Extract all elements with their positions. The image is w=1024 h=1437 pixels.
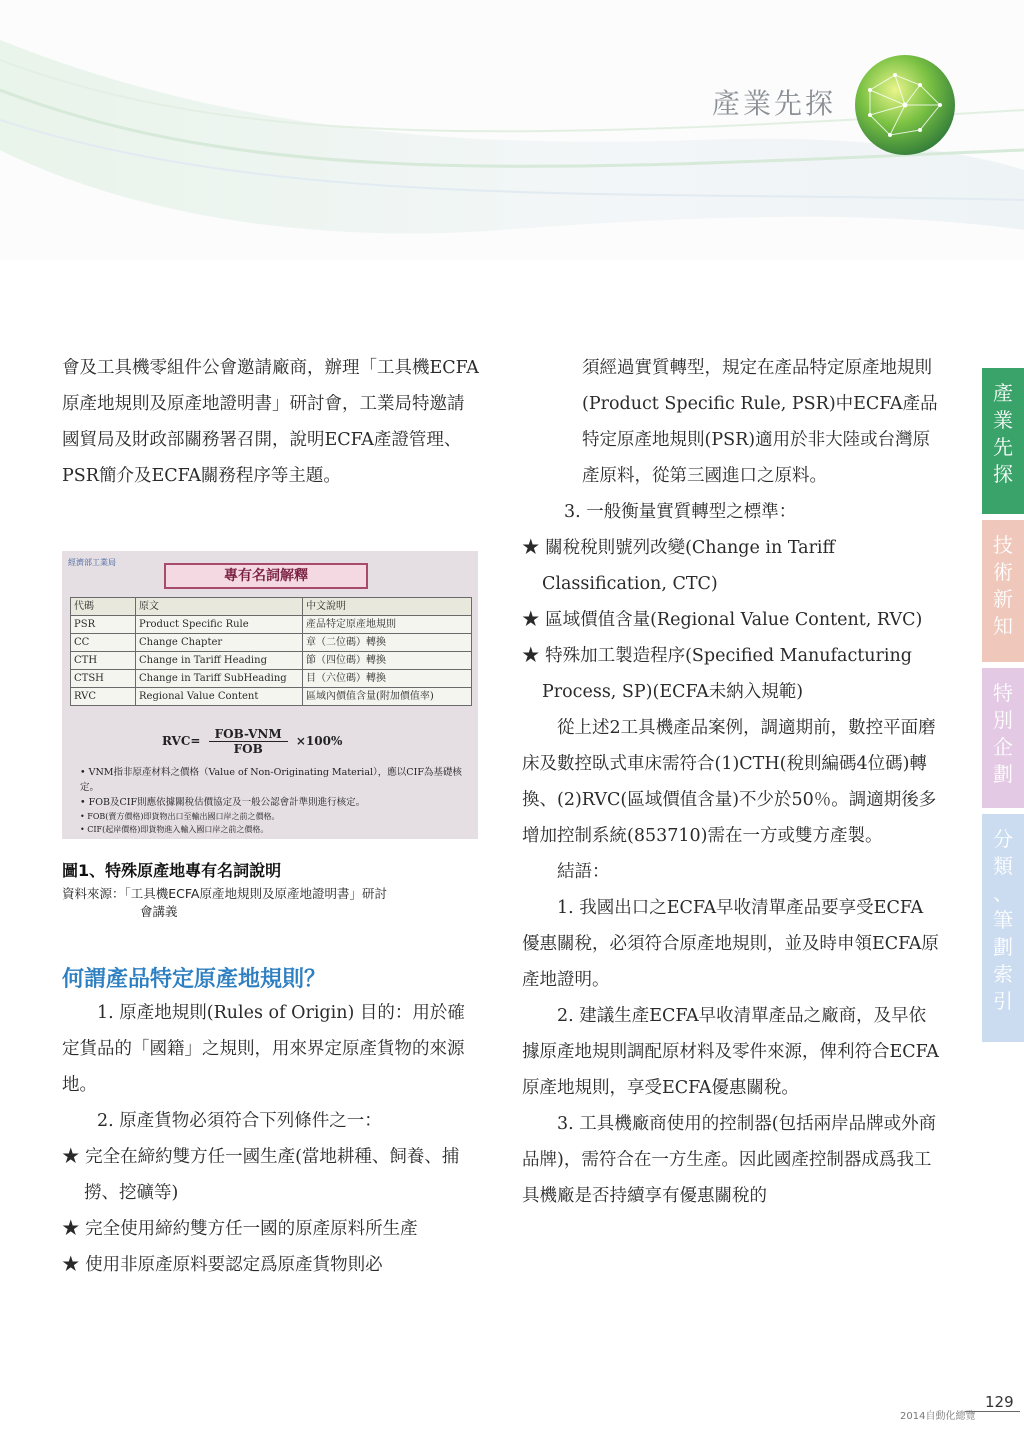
side-tab-char: 探 [993,462,1013,486]
figure-note: • FOB(賣方價格)即貨物出口至輸出國口岸之前之價格。 [80,812,280,821]
table-cell: CTSH [71,670,136,688]
side-tab-technology[interactable] [982,520,1024,662]
table-cell: Product Specific Rule [136,616,303,634]
list-item: ★ 完全在締約雙方任一國生產(當地耕種、飼養、捕撈、挖礦等) [62,1147,460,1203]
figure-notes [80,765,472,836]
figure-note: • FOB及CIF則應依據關稅估價協定及一般公認會計準則進行核定。 [80,797,366,808]
body-paragraph: 3. 一般衡量實質轉型之標準： [564,502,797,522]
left-intro [62,350,480,494]
side-tab-char: 筆 [993,908,1013,932]
list-item: ★ 使用非原產原料要認定爲原產貨物則必 [62,1255,383,1275]
figure-note: • VNM指非原產材料之價格（Value of Non-Originating Material），應以CIF為基礎核定。 [80,767,462,793]
formula-rhs: ×100% [295,734,343,748]
table-cell: CTH [71,652,136,670]
body-paragraph: 1. 原產地規則(Rules of Origin) 目的：用於確定貨品的「國籍」之規則，用來界定原產貨物的來源地。 [62,1003,465,1095]
body-paragraph: 2. 建議生產ECFA早收清單產品之廠商，及早依據原產地規則調配原材料及零件來源，俾利符合ECFA原產地規則，享受ECFA優惠關稅。 [522,1006,939,1098]
table-cell: 產品特定原產地規則 [303,616,472,634]
left-body [62,995,480,1283]
table-cell: CC [71,634,136,652]
side-tab-char: 新 [993,587,1013,611]
side-tab-char: 先 [993,435,1013,459]
side-tab-char: 特 [993,681,1013,705]
table-cell: Change in Tariff Heading [136,652,303,670]
page-number: 129 [985,1393,1014,1411]
table-cell: 節（四位碼）轉換 [303,652,472,670]
side-tab-index [982,368,1024,1048]
table-cell: PSR [71,616,136,634]
caption-source-line: 資料來源：「工具機ECFA原產地規則及原產地證明書」研討 [62,886,387,901]
table-cell: Change Chapter [136,634,303,652]
table-row [71,616,472,634]
formula-numerator: FOB-VNM [209,727,288,742]
side-tab-char: 別 [993,708,1013,732]
list-item: ★ 完全使用締約雙方任一國的原產原料所生產 [62,1219,418,1239]
body-paragraph: 從上述2工具機產品案例，調適期前，數控平面磨床及數控臥式車床需符合(1)CTH(稅則編碼4位碼)轉換、(2)RVC(區域價值含量)不少於50％。調適期後多增加控制系統(853710)需在一方或雙方產製。 [522,718,937,846]
side-tab-char: 劃 [993,762,1013,786]
formula-fraction [209,727,288,756]
table-cell: Change in Tariff SubHeading [136,670,303,688]
table-cell: 區域內價值含量(附加價值率) [303,688,472,706]
side-tab-index-by-category[interactable] [982,814,1024,1042]
side-tab-char: 術 [993,560,1013,584]
table-row [71,688,472,706]
side-tab-char: 分 [993,827,1013,851]
table-row [71,670,472,688]
figure-note: • CIF(起岸價格)即貨物進入輸入國口岸之前之價格。 [80,825,269,834]
section-title: 產業先探 [712,87,837,120]
rvc-formula [162,727,342,756]
table-header-cell: 代碼 [71,598,136,616]
figure-logo: 經濟部工業局 [68,558,116,567]
globe-network-icon [850,50,960,160]
section-heading: 何謂產品特定原產地規則？ [62,967,327,992]
table-row [71,652,472,670]
side-tab-char: 技 [993,533,1013,557]
table-cell: Regional Value Content [136,688,303,706]
side-tab-char: 劃 [993,935,1013,959]
side-tab-industry[interactable] [982,368,1024,514]
side-tab-char: 知 [993,614,1013,638]
footer-publication: 2014自動化總覽 [900,1411,976,1422]
conclusion-title: 結語： [557,862,610,882]
side-tab-char: 引 [993,989,1013,1013]
formula-denominator: FOB [233,742,263,756]
body-paragraph: 須經過實質轉型，規定在產品特定原產地規則(Product Specific Rule, PSR)中ECFA產品特定原產地規則(PSR)適用於非大陸或台灣原產原料，從第三國進口之原料。 [582,358,938,486]
table-cell: 目（六位碼）轉換 [303,670,472,688]
side-tab-special-feature[interactable] [982,668,1024,808]
side-tab-char: 業 [993,408,1013,432]
list-item: ★ 關稅稅則號列改變(Change in Tariff Classification, CTC) [522,538,835,594]
formula-lhs: RVC= [162,734,201,748]
side-tab-char: 類 [993,854,1013,878]
side-tab-char: 索 [993,962,1013,986]
body-paragraph: 1. 我國出口之ECFA早收清單產品要享受ECFA優惠關稅，必須符合原產地規則，並及時申領ECFA原產地證明。 [522,898,939,990]
right-column [522,350,940,1214]
figure-banner: 專有名詞解釋 [164,563,368,589]
list-item: ★ 區域價值含量(Regional Value Content, RVC) [522,610,923,630]
body-paragraph: 2. 原產貨物必須符合下列條件之一： [97,1111,382,1131]
terms-table [70,597,472,706]
side-tab-char: 企 [993,735,1013,759]
caption-source [62,885,482,921]
table-row [71,634,472,652]
side-tab-char: 、 [993,881,1013,905]
list-item: ★ 特殊加工製造程序(Specified Manufacturing Process, SP)(ECFA未納入規範) [522,646,912,702]
caption-title: 圖1、特殊原產地專有名詞說明 [62,861,282,880]
table-cell: RVC [71,688,136,706]
figure-caption [62,861,482,921]
intro-paragraph: 會及工具機零組件公會邀請廠商，辦理「工具機ECFA原產地規則及原產地證明書」研討會，工業局特邀請國貿局及財政部關務署召開，說明ECFA產證管理、PSR簡介及ECFA關務程序等主題。 [62,358,479,486]
table-header-cell: 中文說明 [303,598,472,616]
table-header-cell: 原文 [136,598,303,616]
caption-source-line: 會講義 [140,904,178,919]
table-cell: 章（二位碼）轉換 [303,634,472,652]
body-paragraph: 3. 工具機廠商使用的控制器(包括兩岸品牌或外商品牌)，需符合在一方生產。因此國產控制器成爲我工具機廠是否持續享有優惠關稅的 [522,1114,937,1206]
side-tab-char: 產 [993,381,1013,405]
figure-image [62,551,478,839]
table-header-row [71,598,472,616]
